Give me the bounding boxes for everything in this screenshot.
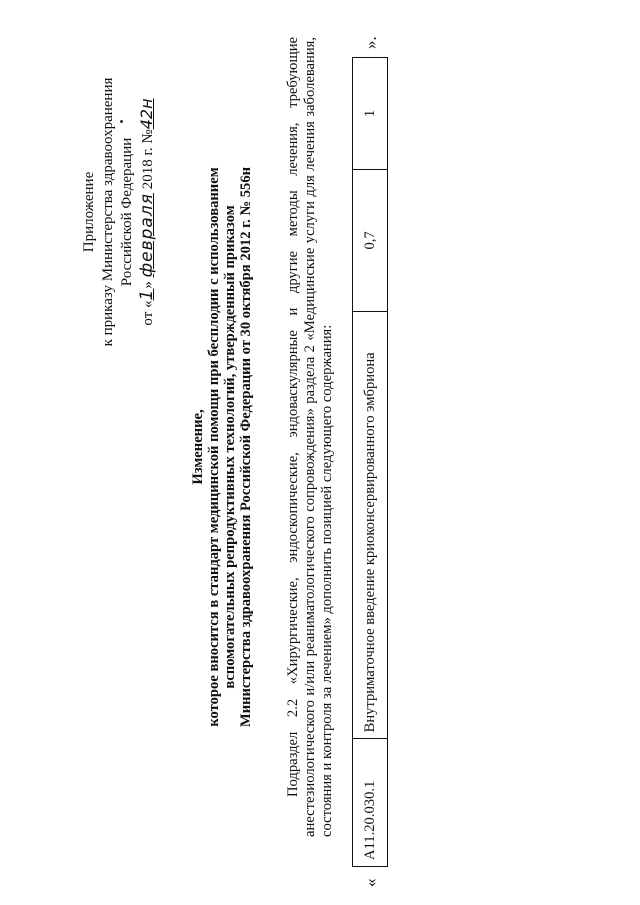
rotated-content	[20, 17, 620, 887]
paragraph-text: Подраздел 2.2 «Хирургические, эндоскопические, эндоваскулярные и другие методы лечения, требующие анестезиологического и/или реаниматологического сопровождения» раздела 2 «Медицинские услуги для лечения заболевания, состояния и контроля за лечением» дополнить позицией следующего содержания:	[285, 37, 335, 837]
title-line-2: которое вносится в стандарт медицинской помощи при бесплодии с использованием	[206, 167, 222, 727]
services-table	[352, 57, 388, 867]
table-row	[353, 58, 388, 867]
title-line-1: Изменение,	[190, 409, 206, 485]
appendix-order-line: к приказу Министерства здравоохранения	[100, 77, 116, 347]
frequency-cell: 0,7	[353, 170, 388, 312]
appendix-title: Приложение	[81, 171, 97, 253]
title-line-3: вспомогательных репродуктивных технологий, утвержденный приказом	[222, 205, 238, 689]
open-quote: «	[361, 878, 380, 887]
handwritten-day: 1	[137, 288, 157, 301]
handwritten-month: февраля	[137, 193, 157, 278]
service-code-cell: A11.20.030.1	[353, 739, 388, 867]
service-name-cell: Внутриматочное введение криоконсервированного эмбриона	[353, 311, 388, 739]
handwritten-number: 42н	[137, 98, 156, 130]
appendix-block	[80, 47, 158, 377]
body-paragraph	[285, 37, 336, 837]
close-quote: ».	[361, 36, 380, 49]
document-title	[190, 77, 254, 817]
appendix-country-line: Российской Федерации	[119, 137, 135, 287]
multiplicity-cell: 1	[353, 58, 388, 170]
appendix-date-line: от «1» февраля 2018 г. №42н	[137, 98, 157, 326]
title-line-4: Министерства здравоохранения Российской Федерации от 30 октября 2012 г. № 556н	[238, 166, 254, 728]
